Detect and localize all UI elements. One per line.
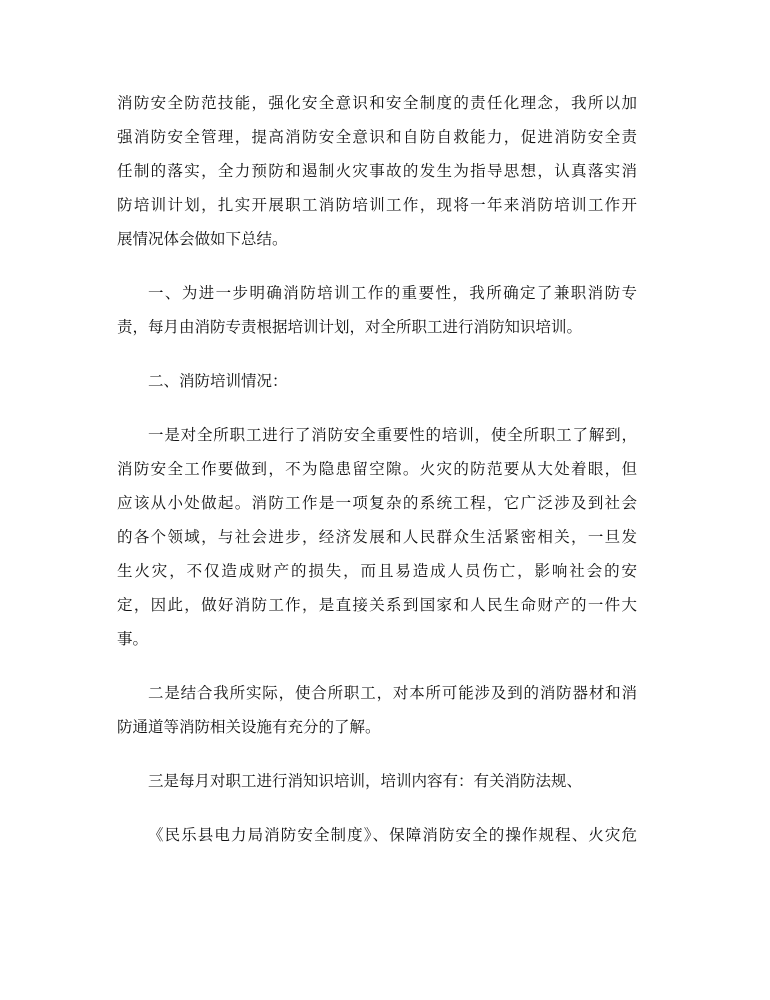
point-two-paragraph <box>117 676 637 744</box>
text-line: 一是对全所职工进行了消防安全重要性的培训，使全所职工了解到， <box>148 426 637 444</box>
text-line: 消防安全防范技能，强化安全意识和安全制度的责任化理念，我所以加 <box>117 94 637 112</box>
text-line: 三是每月对职工进行消知识培训，培训内容有：有关消防法规、 <box>148 772 583 790</box>
text-line: 强消防安全管理，提高消防安全意识和自防自救能力，促进消防安全责 <box>117 128 637 146</box>
text-line: 防培训计划，扎实开展职工消防培训工作，现将一年来消防培训工作开 <box>117 196 637 214</box>
intro-paragraph <box>117 86 637 256</box>
text-line: 消防安全工作要做到，不为隐患留空隙。火灾的防范要从大处着眼，但 <box>117 460 637 478</box>
point-three-paragraph <box>117 764 637 798</box>
text-line: 二、消防培训情况： <box>148 372 288 390</box>
training-content-paragraph <box>117 818 637 852</box>
text-line: 任制的落实，全力预防和遏制火灾事故的发生为指导思想，认真落实消 <box>117 162 637 180</box>
text-line: 生火灾，不仅造成财产的损失，而且易造成人员伤亡，影响社会的安 <box>117 562 637 580</box>
text-line: 一、为进一步明确消防培训工作的重要性，我所确定了兼职消防专 <box>148 284 637 302</box>
document-page <box>117 86 637 872</box>
text-line: 应该从小处做起。消防工作是一项复杂的系统工程，它广泛涉及到社会 <box>117 494 637 512</box>
text-line: 事。 <box>117 630 149 648</box>
text-line: 二是结合我所实际，使合所职工，对本所可能涉及到的消防器材和消 <box>148 684 637 702</box>
point-one-paragraph <box>117 418 637 656</box>
text-line: 《民乐县电力局消防安全制度》、保障消防安全的操作规程、火灾危 <box>148 826 637 844</box>
text-line: 责，每月由消防专责根据培训计划，对全所职工进行消防知识培训。 <box>117 318 583 336</box>
text-line: 定，因此，做好消防工作，是直接关系到国家和人民生命财产的一件大 <box>117 596 637 614</box>
text-line: 的各个领域，与社会进步，经济发展和人民群众生活紧密相关，一旦发 <box>117 528 637 546</box>
section-one-paragraph <box>117 276 637 344</box>
section-two-heading <box>117 364 637 398</box>
text-line: 防通道等消防相关设施有充分的了解。 <box>117 718 381 736</box>
text-line: 展情况体会做如下总结。 <box>117 230 288 248</box>
